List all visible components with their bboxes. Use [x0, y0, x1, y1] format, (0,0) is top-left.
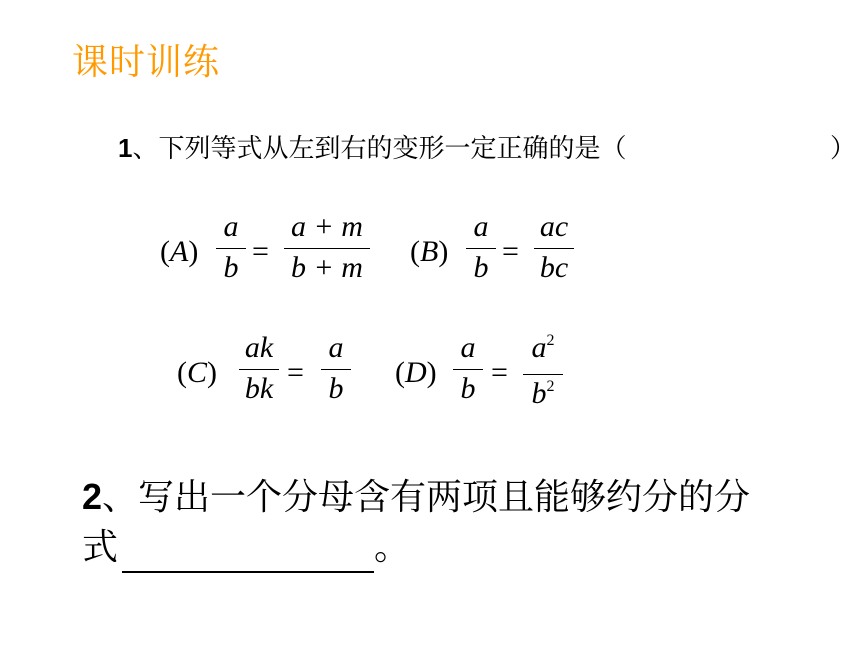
question-1 — [118, 128, 857, 165]
option-b-label: (B) — [410, 235, 449, 268]
option-d-equals: = — [491, 356, 508, 389]
answer-blank[interactable] — [122, 533, 374, 573]
question-2-number: 2 — [82, 476, 103, 517]
question-1-close-paren: ） — [830, 134, 857, 164]
option-d-lhs-fraction: a b — [453, 331, 483, 406]
question-2-end-mark: 。 — [374, 527, 411, 568]
option-d-label: (D) — [395, 356, 437, 389]
option-a-equals: = — [252, 235, 269, 268]
option-a-label: (A) — [160, 235, 199, 268]
question-2-text-line2: 式 — [82, 527, 119, 568]
option-b-lhs-fraction: a b — [466, 210, 496, 285]
question-1-number: 1 — [118, 133, 133, 163]
page-title: 课时训练 — [72, 42, 221, 83]
option-b-rhs-fraction: ac bc — [534, 210, 574, 285]
question-2 — [82, 472, 822, 573]
option-c-equals: = — [287, 356, 304, 389]
option-a-rhs-fraction: a + m b + m — [284, 210, 370, 285]
option-a-lhs-fraction: a b — [216, 210, 246, 285]
option-c-rhs-fraction: a b — [321, 331, 351, 406]
question-1-text: 、下列等式从左到右的变形一定正确的是（ — [132, 134, 627, 164]
option-d-rhs-fraction: $a^2$ $b^2$ — [523, 331, 563, 416]
option-c-label: (C) — [177, 356, 218, 389]
option-b-equals: = — [502, 235, 519, 268]
question-2-text-line1: 、写出一个分母含有两项且能够约分的分 — [102, 477, 751, 518]
option-c-lhs-fraction: ak bk — [239, 331, 279, 406]
